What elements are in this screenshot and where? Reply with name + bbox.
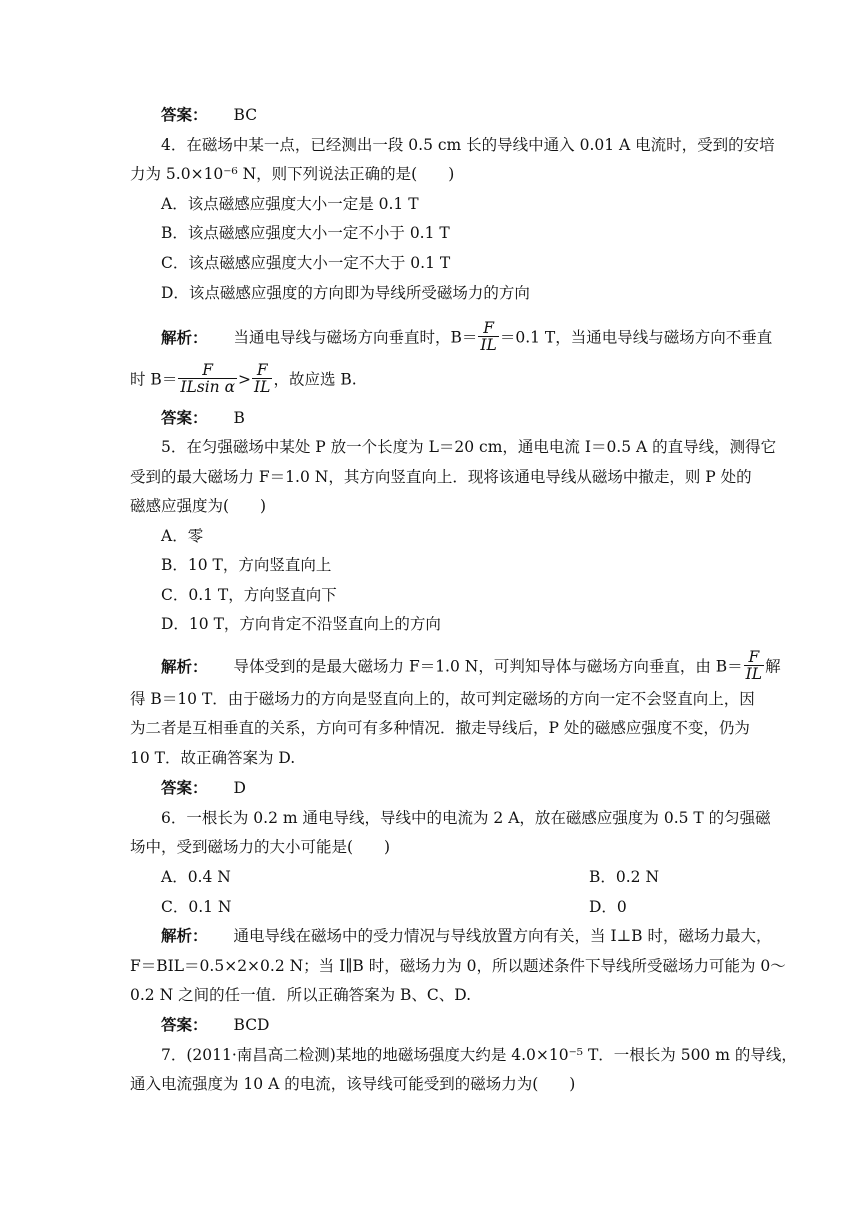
q4-analysis-line-2 [130, 361, 730, 396]
analysis-label: 解析： [161, 656, 208, 676]
q6-option-d: D．0 [589, 898, 627, 916]
q5-stem-line-1: 5．在匀强磁场中某处 P 放一个长度为 L＝20 cm，通电电流 I＝0.5 A 的直导线，测得它 [161, 438, 777, 456]
fraction-numerator: F [478, 320, 498, 337]
q4-option-a: A．该点磁感应强度大小一定是 0.1 T [161, 195, 419, 213]
q5-stem-line-3: 磁感应强度为( ) [130, 497, 267, 515]
analysis-label: 解析： [161, 327, 208, 347]
analysis-text: ＝0.1 T，当通电导线与磁场方向不垂直 [499, 328, 773, 347]
analysis-text: > [238, 370, 252, 389]
q7-stem-line-2: 通入电流强度为 10 A 的电流，该导线可能受到的磁场力为( ) [130, 1075, 576, 1093]
q6-option-c: C．0.1 N [161, 898, 232, 916]
answer-label: 答案： [161, 105, 208, 124]
answer-label: 答案： [161, 1015, 208, 1034]
fraction-numerator: F [744, 649, 764, 666]
fraction-numerator: F [178, 362, 237, 379]
fraction [744, 649, 764, 682]
q6-analysis-line-3: 0.2 N 之间的任一值．所以正确答案为 B、C、D. [130, 986, 472, 1004]
q5-stem-line-2: 受到的最大磁场力 F＝1.0 N，其方向竖直向上．现将该通电导线从磁场中撤走，则 P 处的 [130, 468, 752, 486]
q6-answer [161, 1015, 761, 1037]
analysis-text: 解 [765, 657, 781, 676]
q6-analysis-line-2: F＝BIL＝0.5×2×0.2 N；当 I∥B 时，磁场力为 0，所以题述条件下导线所受磁场力可能为 0～ [130, 957, 786, 975]
q5-option-a: A．零 [161, 527, 204, 545]
q6-option-b: B．0.2 N [589, 868, 660, 886]
fraction-denominator: IL [254, 378, 271, 396]
q4-stem-line-2: 力为 5.0×10⁻⁶ N，则下列说法正确的是( ) [130, 165, 455, 183]
fraction-denominator: ILsin α [180, 378, 236, 396]
q3-answer [161, 105, 761, 127]
analysis-label: 解析： [161, 926, 208, 945]
q5-analysis-line-2: 得 B＝10 T．由于磁场力的方向是竖直向上的，故可判定磁场的方向一定不会竖直向上，因 [130, 690, 755, 708]
q5-option-c: C．0.1 T，方向竖直向下 [161, 586, 337, 604]
fraction-numerator: F [252, 362, 272, 379]
q6-option-a: A．0.4 N [161, 868, 231, 886]
answer-value: D [233, 779, 246, 797]
analysis-text: 当通电导线与磁场方向垂直时，B＝ [233, 328, 478, 347]
answer-label: 答案： [161, 778, 208, 797]
q5-analysis-line-1 [161, 648, 781, 683]
q4-option-d: D．该点磁感应强度的方向即为导线所受磁场力的方向 [161, 284, 530, 302]
fraction [478, 320, 498, 353]
q5-option-b: B．10 T，方向竖直向上 [161, 556, 332, 574]
answer-value: BC [233, 106, 258, 124]
q6-stem-line-2: 场中，受到磁场力的大小可能是( ) [130, 838, 391, 856]
analysis-text: 时 B＝ [130, 370, 178, 389]
fraction-denominator: IL [745, 665, 763, 683]
q7-stem-line-1: 7．(2011·南昌高二检测)某地的地磁场强度大约是 4.0×10⁻⁵ T．一根长为 500 m 的导线， [161, 1046, 797, 1064]
q6-options-row-1 [161, 867, 761, 889]
q4-option-c: C．该点磁感应强度大小一定不大于 0.1 T [161, 254, 451, 272]
analysis-text: 通电导线在磁场中的受力情况与导线放置方向有关，当 I⊥B 时，磁场力最大， [233, 927, 772, 945]
q6-stem-line-1: 6．一根长为 0.2 m 通电导线，导线中的电流为 2 A，放在磁感应强度为 0.5 T 的匀强磁 [161, 809, 771, 827]
fraction [178, 362, 237, 395]
q4-answer [161, 408, 761, 430]
answer-value: BCD [233, 1016, 270, 1034]
q5-option-d: D．10 T，方向肯定不沿竖直向上的方向 [161, 615, 441, 633]
fraction-denominator: IL [480, 336, 497, 354]
analysis-text: 导体受到的是最大磁场力 F＝1.0 N，可判知导体与磁场方向垂直，由 B＝ [233, 657, 743, 676]
q4-stem-line-1: 4．在磁场中某一点，已经测出一段 0.5 cm 长的导线中通入 0.01 A 电流时，受到的安培 [161, 136, 775, 154]
analysis-text: ，故应选 B. [273, 370, 357, 389]
q5-analysis-line-3: 为二者是互相垂直的关系，方向可有多种情况．撤走导线后，P 处的磁感应强度不变，仍为 [130, 719, 750, 737]
q5-analysis-line-4: 10 T．故正确答案为 D. [130, 749, 296, 767]
q6-options-row-2 [161, 897, 761, 919]
q4-option-b: B．该点磁感应强度大小一定不小于 0.1 T [161, 224, 450, 242]
answer-label: 答案： [161, 408, 208, 427]
q6-analysis-line-1 [161, 926, 772, 948]
q4-analysis-line-1 [161, 319, 773, 354]
fraction [252, 362, 272, 395]
answer-value: B [233, 409, 245, 427]
q5-answer [161, 778, 761, 800]
